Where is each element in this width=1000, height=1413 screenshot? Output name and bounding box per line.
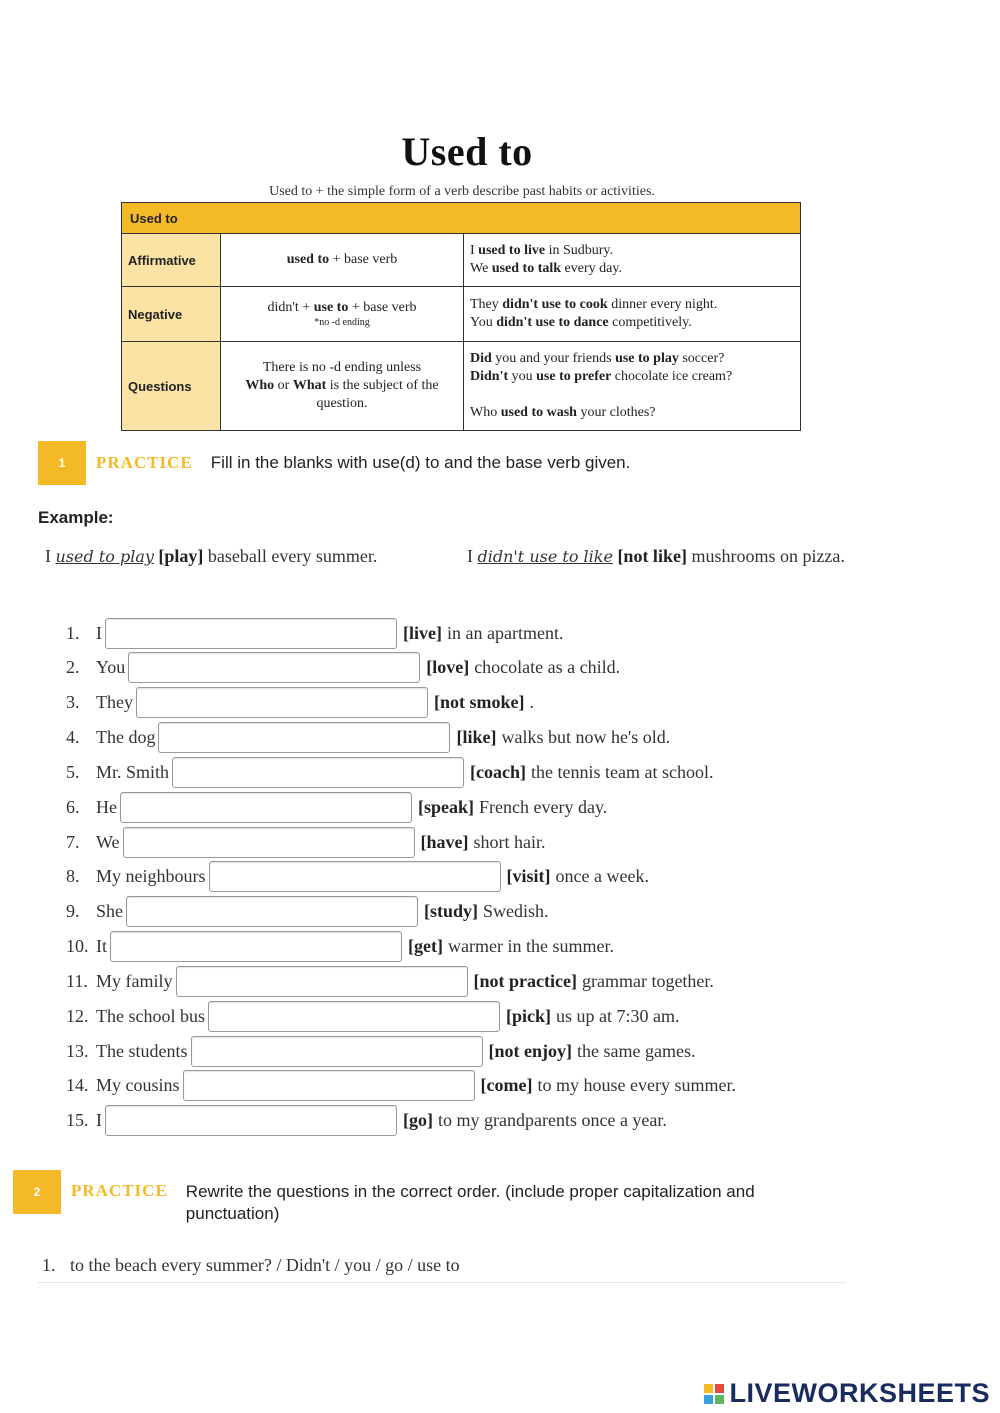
item-verb: [visit] bbox=[506, 866, 551, 887]
practice-1-bar bbox=[38, 441, 630, 485]
answer-line bbox=[38, 1282, 846, 1283]
exercise-item bbox=[66, 1001, 736, 1031]
item-number: 13. bbox=[66, 1040, 89, 1061]
practice-instruction: Rewrite the questions in the correct order. (include proper capitalization and punctuation) bbox=[185, 1182, 755, 1223]
item-rest: walks but now he's old. bbox=[501, 727, 671, 748]
item-number: 9. bbox=[66, 901, 80, 922]
item-number: 7. bbox=[66, 831, 80, 852]
item-subject: They bbox=[96, 692, 133, 713]
item-number: 8. bbox=[66, 866, 80, 887]
row-label: Questions bbox=[122, 342, 221, 431]
question-item: 1. to the beach every summer? / Didn't / you / go / use to bbox=[42, 1255, 460, 1275]
item-rest: short hair. bbox=[473, 831, 546, 852]
item-number: 4. bbox=[66, 727, 80, 748]
item-verb: [come] bbox=[480, 1075, 533, 1096]
item-verb: [not smoke] bbox=[433, 692, 525, 713]
answer-input[interactable] bbox=[136, 687, 428, 718]
item-subject: I bbox=[96, 622, 102, 643]
item-verb: [have] bbox=[420, 831, 469, 852]
item-subject: The school bus bbox=[96, 1005, 205, 1026]
form-cell bbox=[221, 342, 464, 431]
item-rest: warmer in the summer. bbox=[447, 936, 614, 957]
item-number: 5. bbox=[66, 761, 80, 782]
exercise-item bbox=[66, 862, 736, 892]
example-line: I used to live in Sudbury. bbox=[470, 243, 613, 258]
exercise-item bbox=[66, 757, 736, 787]
item-verb: [go] bbox=[403, 1110, 433, 1131]
form-text: Who or What is the subject of the question. bbox=[245, 378, 439, 411]
item-number: 2. bbox=[66, 657, 80, 678]
exercise-item bbox=[66, 1036, 736, 1066]
item-subject: She bbox=[96, 901, 123, 922]
exercise-item bbox=[66, 688, 736, 718]
table-header: Used to bbox=[122, 203, 801, 234]
exercise-item bbox=[66, 723, 736, 753]
item-subject: It bbox=[96, 936, 107, 957]
table-row-affirmative bbox=[122, 234, 801, 287]
answer-input[interactable] bbox=[176, 966, 468, 997]
item-number: 12. bbox=[66, 1005, 89, 1026]
answer-input[interactable] bbox=[209, 861, 501, 892]
item-subject: The dog bbox=[96, 727, 156, 748]
item-rest: . bbox=[529, 692, 534, 713]
item-number: 15. bbox=[66, 1110, 89, 1131]
practice-instruction: Fill in the blanks with use(d) to and the base verb given. bbox=[210, 453, 631, 472]
item-number: 6. bbox=[66, 796, 80, 817]
practice-label: PRACTICE bbox=[96, 453, 193, 472]
item-subject: My cousins bbox=[96, 1075, 180, 1096]
page-subtitle: Used to + the simple form of a verb describe past habits or activities. bbox=[269, 184, 655, 199]
item-rest: to my house every summer. bbox=[537, 1075, 736, 1096]
form-cell bbox=[221, 234, 464, 287]
exercise-list bbox=[66, 618, 736, 1141]
item-rest: Swedish. bbox=[483, 901, 549, 922]
example-cell bbox=[464, 342, 801, 431]
item-number: 1. bbox=[66, 622, 80, 643]
item-rest: in an apartment. bbox=[446, 622, 564, 643]
item-rest: to my grandparents once a year. bbox=[438, 1110, 667, 1131]
item-rest: once a week. bbox=[555, 866, 649, 887]
item-number: 11. bbox=[66, 970, 88, 991]
form-text: + base verb bbox=[329, 252, 398, 267]
item-rest: us up at 7:30 am. bbox=[555, 1005, 680, 1026]
exercise-item bbox=[66, 966, 736, 996]
item-subject: My family bbox=[96, 970, 173, 991]
table-row-questions bbox=[122, 342, 801, 431]
item-verb: [get] bbox=[408, 936, 443, 957]
answer-input[interactable] bbox=[110, 931, 402, 962]
practice-number: 2 bbox=[13, 1170, 61, 1214]
item-rest: chocolate as a child. bbox=[474, 657, 621, 678]
liveworksheets-logo bbox=[704, 1378, 990, 1409]
item-verb: [live] bbox=[403, 622, 442, 643]
item-verb: [not practice] bbox=[473, 970, 577, 991]
item-rest: the same games. bbox=[577, 1040, 696, 1061]
answer-input[interactable] bbox=[105, 1105, 397, 1136]
item-verb: [like] bbox=[456, 727, 497, 748]
example-cell bbox=[464, 234, 801, 287]
item-number: 3. bbox=[66, 692, 80, 713]
answer-input[interactable] bbox=[158, 722, 450, 753]
form-cell: didn't + use to + base verb *no -d ending bbox=[221, 287, 464, 342]
item-verb: [speak] bbox=[418, 796, 475, 817]
form-note: *no -d ending bbox=[314, 317, 370, 328]
answer-input[interactable] bbox=[172, 757, 464, 788]
example-cell bbox=[464, 287, 801, 342]
exercise-item bbox=[66, 653, 736, 683]
item-number: 14. bbox=[66, 1075, 89, 1096]
logo-mark-icon bbox=[704, 1384, 724, 1404]
item-subject: The students bbox=[96, 1040, 188, 1061]
item-rest: the tennis team at school. bbox=[531, 761, 714, 782]
exercise-item bbox=[66, 618, 736, 648]
practice-number: 1 bbox=[38, 441, 86, 485]
answer-input[interactable] bbox=[208, 1001, 500, 1032]
item-rest: French every day. bbox=[479, 796, 608, 817]
example-line: We used to talk every day. bbox=[470, 261, 622, 276]
practice-label: PRACTICE bbox=[71, 1181, 168, 1200]
example-line: Didn't you use to prefer chocolate ice cream? bbox=[470, 369, 733, 384]
item-rest: grammar together. bbox=[581, 970, 714, 991]
row-label: Affirmative bbox=[122, 234, 221, 287]
answer-input[interactable] bbox=[120, 792, 412, 823]
exercise-item bbox=[66, 932, 736, 962]
item-verb: [love] bbox=[426, 657, 470, 678]
grammar-table bbox=[121, 202, 801, 431]
row-label: Negative bbox=[122, 287, 221, 342]
example-line: Who used to wash your clothes? bbox=[470, 405, 656, 420]
table-header-row bbox=[122, 203, 801, 234]
example-2: I didn't use to like [not like] mushrooms on pizza. bbox=[467, 546, 845, 566]
item-subject: I bbox=[96, 1110, 102, 1131]
item-subject: Mr. Smith bbox=[96, 761, 170, 782]
item-verb: [not enjoy] bbox=[488, 1040, 572, 1061]
exercise-item bbox=[66, 792, 736, 822]
table-row-negative bbox=[122, 287, 801, 342]
item-verb: [coach] bbox=[470, 761, 527, 782]
exercise-item bbox=[66, 827, 736, 857]
item-verb: [pick] bbox=[505, 1005, 551, 1026]
page-title: Used to bbox=[401, 129, 533, 174]
item-subject: He bbox=[96, 796, 117, 817]
example-line: You didn't use to dance competitively. bbox=[470, 315, 692, 330]
answer-input[interactable] bbox=[128, 652, 420, 683]
item-subject: You bbox=[96, 657, 126, 678]
item-subject: My neighbours bbox=[96, 866, 206, 887]
answer-input[interactable] bbox=[123, 827, 415, 858]
example-answer: didn't use to like bbox=[477, 547, 613, 566]
form-text: There is no -d ending unless bbox=[262, 360, 422, 375]
item-subject: We bbox=[96, 831, 120, 852]
example-heading: Example: bbox=[38, 508, 114, 527]
answer-input[interactable] bbox=[183, 1070, 475, 1101]
answer-input[interactable] bbox=[126, 896, 418, 927]
practice-2-bar bbox=[13, 1170, 755, 1223]
answer-input[interactable] bbox=[105, 618, 397, 649]
exercise-item bbox=[66, 1071, 736, 1101]
logo-text: LIVEWORKSHEETS bbox=[729, 1378, 990, 1408]
answer-input[interactable] bbox=[191, 1036, 483, 1067]
example-1: I used to play [play] baseball every summer. bbox=[45, 546, 378, 566]
example-answer: used to play bbox=[55, 547, 154, 566]
item-number: 10. bbox=[66, 936, 89, 957]
example-line: Did you and your friends use to play soccer? bbox=[470, 351, 725, 366]
item-verb: [study] bbox=[424, 901, 479, 922]
form-bold: used to bbox=[286, 252, 330, 267]
example-line: They didn't use to cook dinner every night. bbox=[470, 297, 718, 312]
exercise-item bbox=[66, 1106, 736, 1136]
exercise-item bbox=[66, 897, 736, 927]
